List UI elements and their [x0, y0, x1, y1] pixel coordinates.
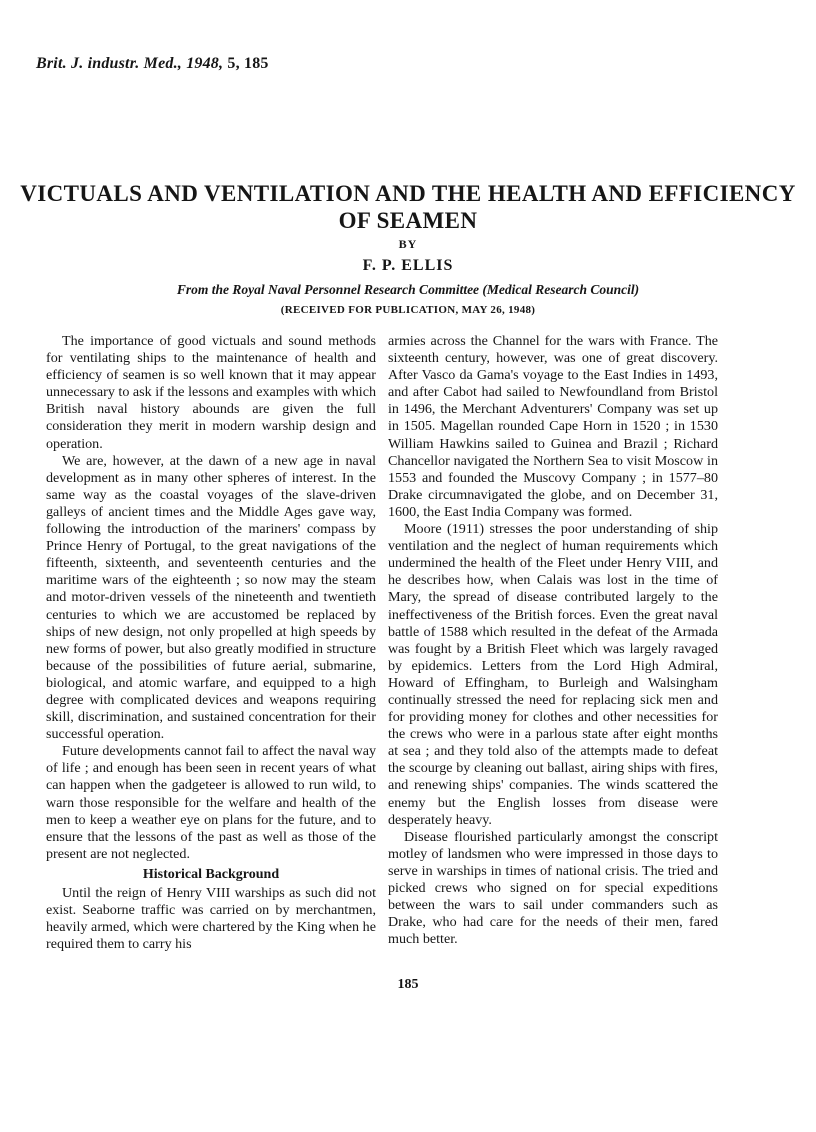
- left-column: [46, 333, 376, 953]
- paragraph: Moore (1911) stresses the poor understanding of ship ventilation and the neglect of human requirements which undermined the health of the Fleet under Henry VIII, and he describes how, when Calais was lost in the time of Mary, the spread of disease contributed largely to the ineffectiveness of the British forces. Even the great naval battle of 1588 which resulted in the defeat of the Armada was fought by a British Fleet which was largely ravaged by epidemics. Letters from the Lord High Admiral, Howard of Effingham, to Burleigh and Walsingham continually stressed the need for replacing sick men and for providing money for clothes and other necessities for the crews who were in a parlous state after eight months at sea ; and they told also of the attempts made to defeat the scourge by cleaning out ballast, airing ships with fires, and renewing ships' companies. The winds scattered the enemy but the English losses from disease were desperately heavy.: [388, 521, 718, 828]
- section-heading: Historical Background: [142, 866, 280, 882]
- article-title: VICTUALS AND VENTILATION AND THE HEALTH AND EFFICIENCY OF SEAMEN: [20, 181, 796, 233]
- paragraph: Disease flourished particularly amongst the conscript motley of landsmen who were impressed in those days to serve in warships in times of national crisis. The tried and picked crews who signed on for special expeditions between the wars to sail under commanders such as Drake, who had care for the needs of their men, fared much better.: [388, 828, 718, 948]
- page-number: 185: [397, 977, 419, 992]
- received-date: (RECEIVED FOR PUBLICATION, MAY 26, 1948): [280, 304, 536, 316]
- journal-year: 1948,: [186, 55, 224, 72]
- paragraph: armies across the Channel for the wars with France. The sixteenth century, however, was one of great discovery. After Vasco da Gama's voyage to the East Indies in 1493, and after Cabot had sailed to Newfoundland from Bristol in 1496, the Merchant Adventurers' Company was set up in 1505. Magellan rounded Cape Horn in 1520 ; in 1530 William Hawkins sailed to Guinea and Brazil ; Richard Chancellor navigated the Northern Sea to visit Moscow in 1553 and founded the Muscovy Company ; in 1577–80 Drake circumnavigated the globe, and on December 31, 1600, the East India Company was formed.: [388, 333, 718, 520]
- byline-label: BY: [398, 237, 418, 251]
- author-name: F. P. ELLIS: [362, 257, 454, 274]
- journal-citation: [36, 55, 269, 73]
- author-affiliation: From the Royal Naval Personnel Research Committee (Medical Research Council): [176, 282, 640, 297]
- journal-volume: 5,: [227, 55, 240, 72]
- paragraph: We are, however, at the dawn of a new age in naval development as in many other spheres of interest. In the same way as the coastal voyages of the slave-driven galleys of ancient times and the Middle Ages gave way, following the introduction of the mariners' compass by Prince Henry of Portugal, to the great navigations of the fifteenth, sixteenth, and seventeenth centuries and the maritime wars of the eighteenth ; so now may the steam and motor-driven vessels of the nineteenth and twentieth centuries to which we are accustomed be replaced by ships of new design, not only propelled at high speeds by new forms of power, but also greatly modified in structure because of the possibilities of future aerial, submarine, biological, and atomic warfare, and equipped to a high degree with complicated devices and weapons requiring skill, discrimination, and sustained concentration for their successful operation.: [46, 452, 376, 743]
- right-column: [388, 333, 718, 948]
- paragraph: Future developments cannot fail to affect the naval way of life ; and enough has been seen in recent years of what can happen when the gadgeteer is allowed to run wild, to warn those responsible for the welfare and health of the men to keep a weather eye on plans for the future, and to ensure that the lessons of the past as well as those of the present are not neglected.: [46, 743, 376, 862]
- journal-page: 185: [244, 55, 269, 72]
- journal-name: Brit. J. industr. Med.,: [36, 55, 182, 72]
- paragraph: The importance of good victuals and sound methods for ventilating ships to the maintenance of health and efficiency of seamen is so well known that it may appear unnecessary to ask if the lessons and examples with which British naval history abounds are given the full consideration they merit in modern warship design and operation.: [46, 333, 376, 452]
- paragraph: Until the reign of Henry VIII warships as such did not exist. Seaborne traffic was carried on by merchantmen, heavily armed, which were chartered by the King when he required them to carry his: [46, 885, 376, 953]
